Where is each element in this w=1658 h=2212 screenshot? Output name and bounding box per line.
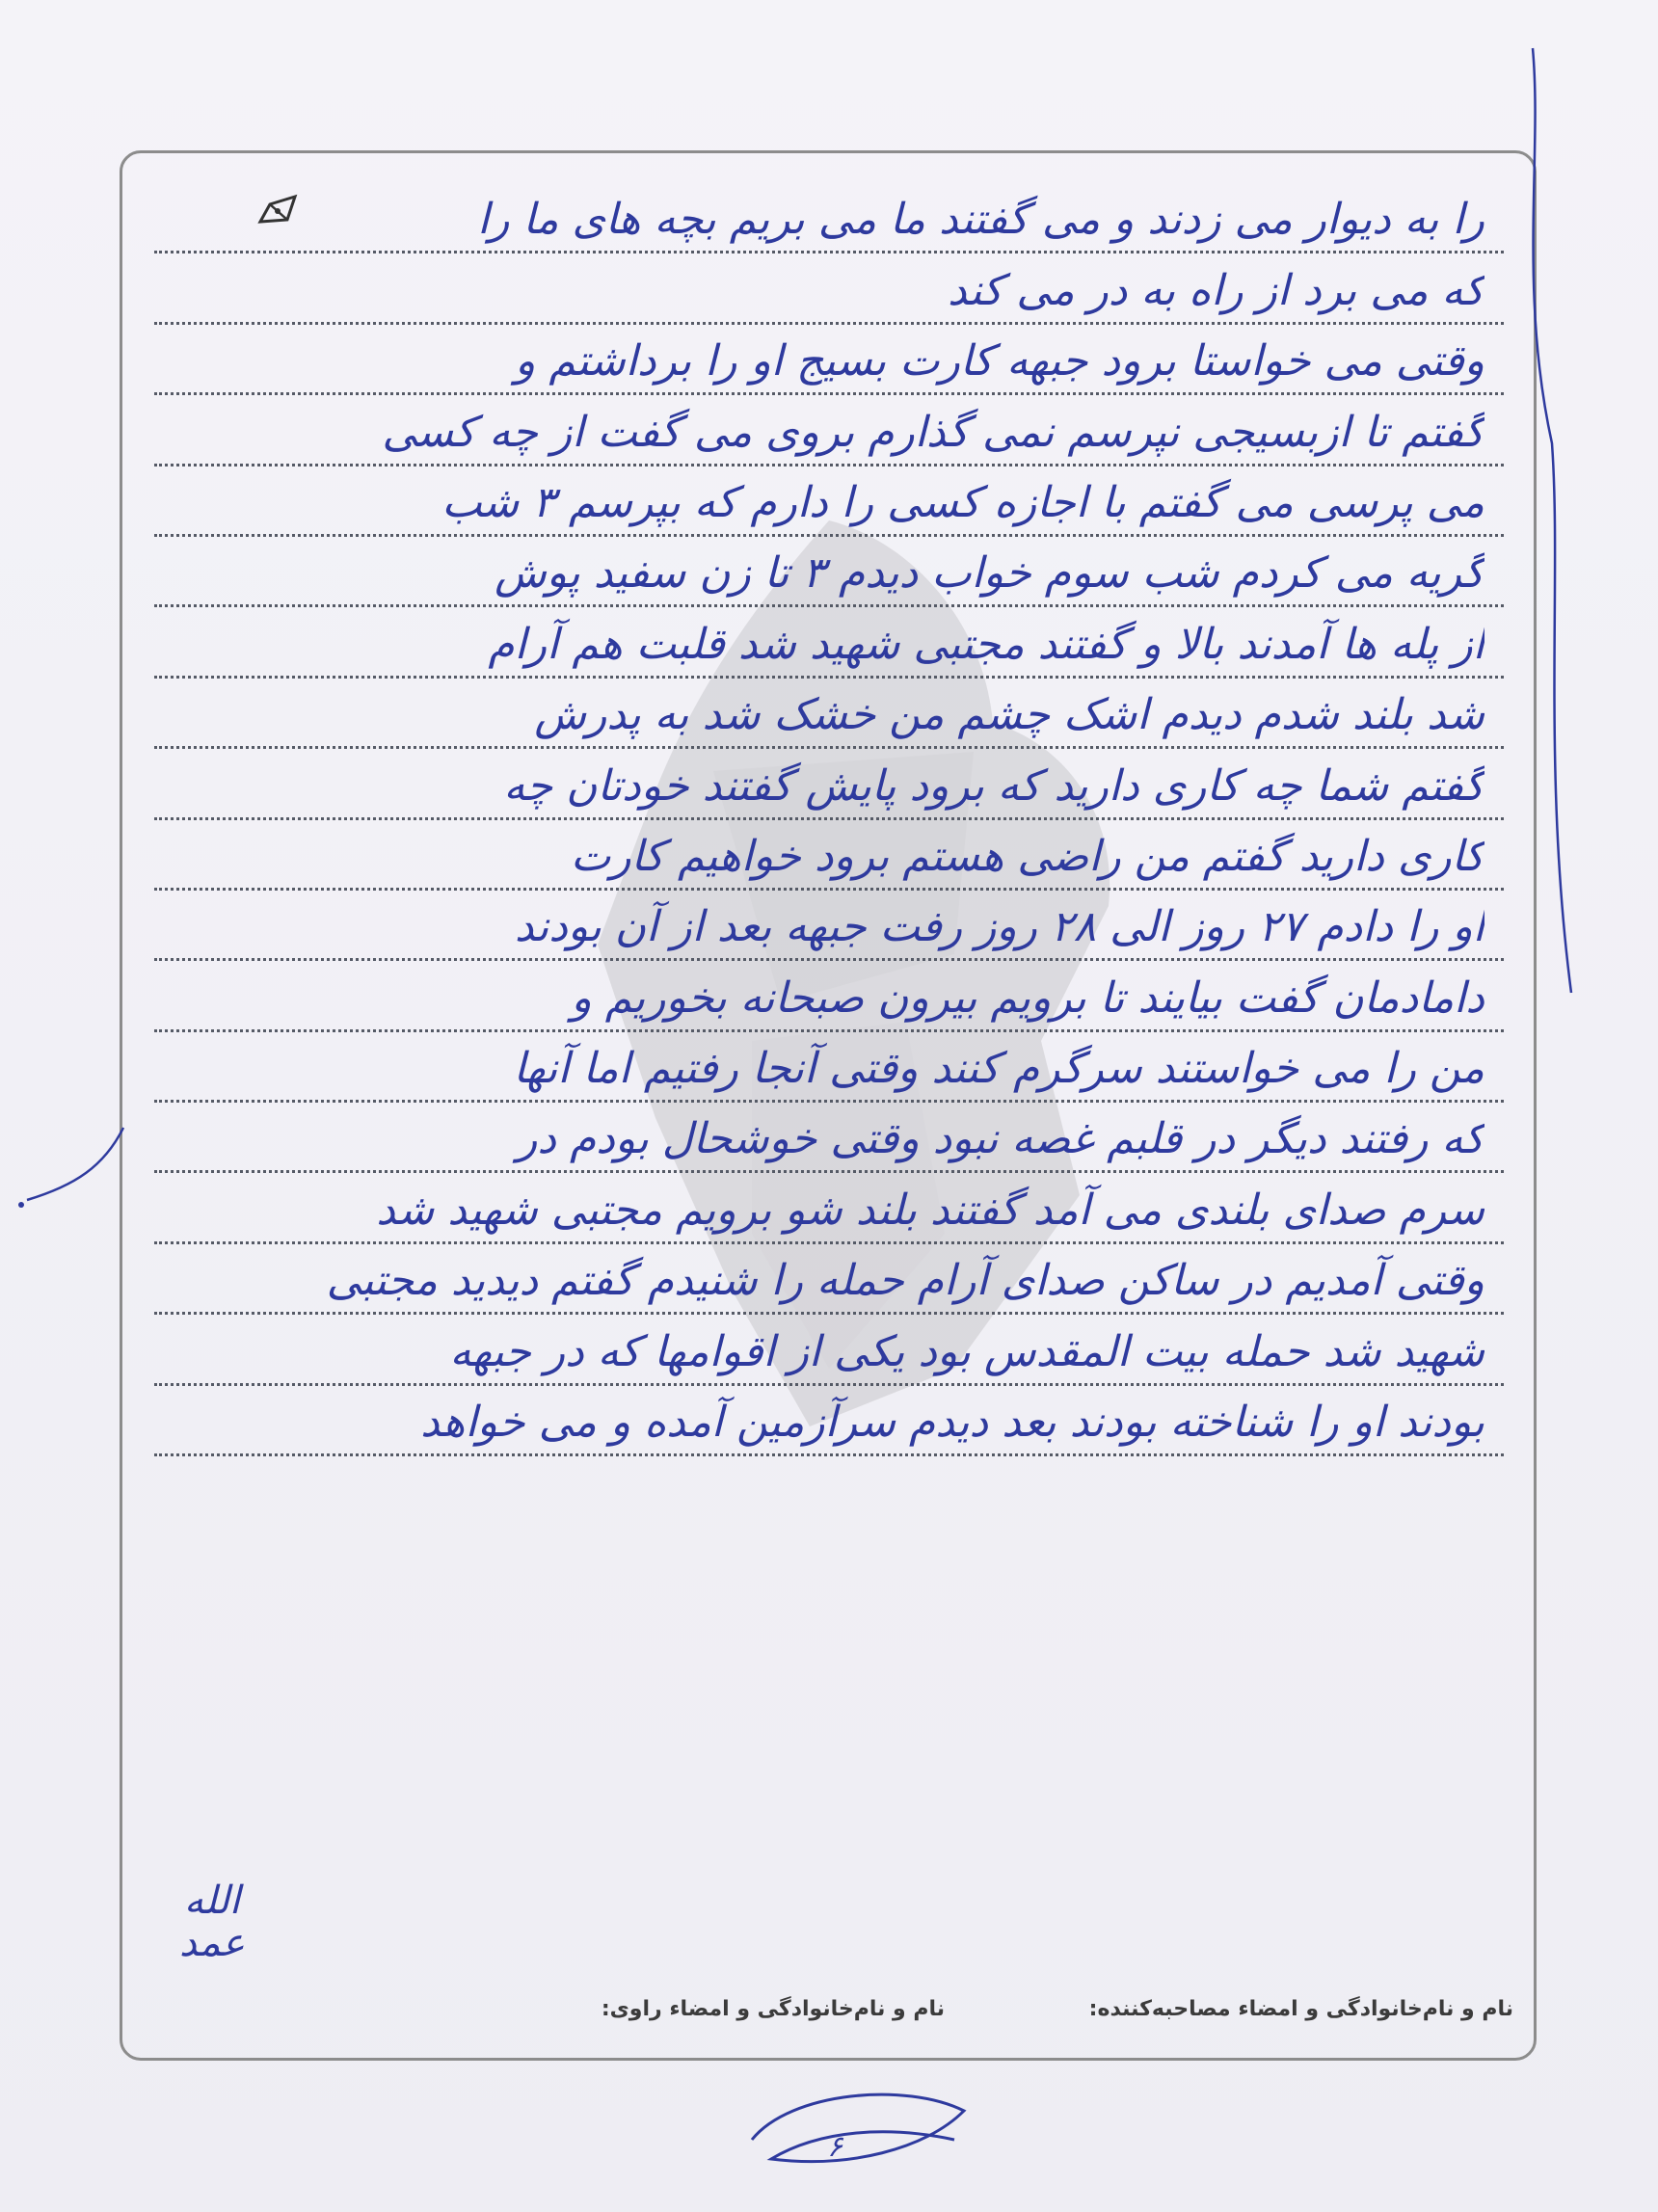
text-line: [154, 1386, 1504, 1456]
text-line: [154, 607, 1504, 678]
text-line-content: بودند او را شناخته بودند بعد دیدم سرآزمین آمده و می خواهد: [420, 1398, 1484, 1448]
text-line-content: می پرسی می گفتم با اجازه کسی را دارم که بپرسم ۳ شب: [441, 477, 1484, 527]
interviewer-signature-label: نام و نام‌خانوادگی و امضاء مصاحبه‌کننده:: [1088, 1997, 1513, 2021]
narrator-signature-label: نام و نام‌خانوادگی و امضاء راوی:: [601, 1997, 945, 2021]
text-line-content: از پله ها آمدند بالا و گفتند مجتبی شهید شد قلبت هم آرام: [488, 619, 1484, 669]
text-line-content: شد بلند شدم دیدم اشک چشم من خشک شد به پدرش: [534, 690, 1484, 740]
text-line: [154, 891, 1504, 961]
text-line: [154, 1173, 1504, 1243]
text-line-content: که رفتند دیگر در قلبم غصه نبود وقتی خوشحال بودم در: [517, 1114, 1484, 1164]
text-line-content: که می برد از راه به در می کند: [947, 265, 1484, 315]
text-line: [154, 1244, 1504, 1315]
text-line-content: وقتی می خواستا برود جبهه کارت بسیج او را برداشتم و: [515, 336, 1484, 386]
text-line: [154, 466, 1504, 537]
text-line-content: دامادمان گفت بیایند تا برویم بیرون صبحانه بخوریم و: [571, 973, 1484, 1023]
text-line: [154, 537, 1504, 607]
text-line: [154, 395, 1504, 466]
text-line: [154, 1032, 1504, 1103]
text-line: [154, 1103, 1504, 1173]
handwritten-body: [154, 183, 1504, 1456]
text-line: [154, 820, 1504, 891]
text-line: [154, 183, 1504, 253]
handwritten-signature: [733, 2072, 983, 2188]
text-line: [154, 1315, 1504, 1385]
signature-footer: [145, 1997, 1513, 2039]
text-line-content: سرم صدای بلندی می آمد گفتند بلند شو برویم مجتبی شهید شد: [376, 1185, 1484, 1235]
text-line-content: وقتی آمدیم در ساکن صدای آرام حمله را شنیدم گفتم دیدید مجتبی: [326, 1256, 1484, 1306]
text-line-content: او را دادم ۲۷ روز الی ۲۸ روز رفت جبهه بعد از آن بودند: [514, 902, 1484, 952]
text-line-content: شهید شد حمله بیت المقدس بود یکی از اقوامها که در جبهه: [449, 1326, 1484, 1376]
text-line: [154, 679, 1504, 749]
text-line-content: کاری دارید گفتم من راضی هستم برود خواهیم کارت: [571, 831, 1484, 881]
text-line-content: من را می خواستند سرگرم کنند وقتی آنجا رفتیم اما آنها: [513, 1044, 1484, 1094]
page-number: ۶: [827, 2130, 843, 2164]
text-line: [154, 749, 1504, 819]
text-line: [154, 961, 1504, 1031]
text-line: [154, 253, 1504, 324]
text-line-content: گریه می کردم شب سوم خواب دیدم ۳ تا زن سفید پوش: [495, 548, 1484, 599]
text-line-content: را به دیوار می زدند و می گفتند ما می بریم بچه های ما را: [477, 195, 1484, 245]
margin-note: الله عمد: [179, 1879, 245, 1965]
text-line: [154, 325, 1504, 395]
text-line-content: گفتم شما چه کاری دارید که برود پایش گفتند خودتان چه: [503, 760, 1484, 811]
text-line-content: گفتم تا ازبسیجی نپرسم نمی گذارم بروی می گفت از چه کسی: [382, 407, 1484, 457]
